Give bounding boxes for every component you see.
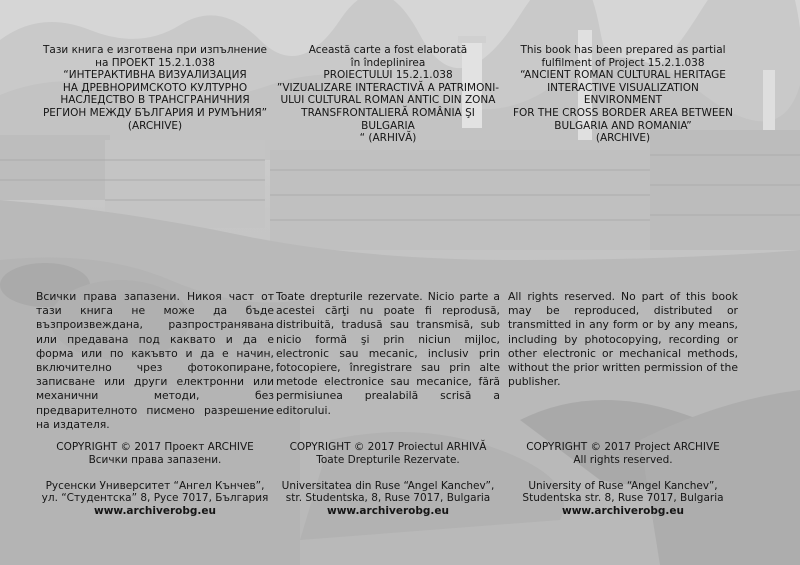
en-project-statement: [508, 44, 738, 145]
ro-title-line: în îndeplinirea: [350, 56, 426, 69]
bg-website: www.archiverobg.eu: [94, 505, 216, 518]
ro-rights-text: Toate drepturile rezervate. Nicio parte a acestei cărţi nu poate fi reprodusă, distribuită, tradusă sau transmisă, sub nicio formă şi prin niciun mijloc, electronic sau mecanic, inclusiv prin fotocopiere, înregistrare sau prin alte metode electronice sau mecanice, fără permisiunea prealabilă scrisă a editorului.: [276, 290, 500, 417]
en-title-line: (ARCHIVE): [595, 132, 651, 145]
bg-title-line: НА ДРЕВНОРИМСКОТО КУЛТУРНО: [62, 81, 248, 94]
bg-rights-notice: [36, 290, 274, 432]
en-title-line: FOR THE CROSS BORDER AREA BETWEEN: [512, 106, 734, 119]
en-title-line: BULGARIA AND ROMANIA”: [554, 119, 692, 132]
ro-address-line: Universitatea din Ruse “Angel Kanchev”,: [281, 479, 495, 492]
ro-rights-notice: [276, 290, 500, 418]
bg-project-statement: [36, 44, 274, 132]
bg-title-line: (ARCHIVE): [127, 119, 183, 132]
ro-address-line: str. Studentska, 8, Ruse 7017, Bulgaria: [285, 492, 491, 505]
en-copyright-line: COPYRIGHT © 2017 Project ARCHIVE: [526, 441, 720, 453]
ro-title-line: PROIECTULUI 15.2.1.038: [323, 69, 453, 82]
bg-title-line: РЕГИОН МЕЖДУ БЪЛГАРИЯ И РУМЪНИЯ”: [42, 106, 268, 119]
ro-website: www.archiverobg.eu: [327, 505, 449, 518]
en-title-line: “ANCIENT ROMAN CULTURAL HERITAGE: [520, 69, 726, 82]
ro-title-line: “ (ARHIVĂ): [359, 132, 417, 145]
bg-copyright-line: COPYRIGHT © 2017 Проект ARCHIVE: [56, 441, 254, 453]
en-rights-notice: [508, 290, 738, 389]
en-copyright-sub: All rights reserved.: [573, 453, 673, 466]
bg-title-line: Тази книга е изготвена при изпълнение: [42, 44, 268, 56]
en-address-line: Studentska str. 8, Ruse 7017, Bulgaria: [522, 492, 724, 505]
bg-title-line: “ИНТЕРАКТИВНА ВИЗУАЛИЗАЦИЯ: [63, 69, 247, 82]
ro-title-line: ”VIZUALIZARE INTERACTIVĂ A PATRIMONI-: [276, 81, 500, 94]
en-address-line: University of Ruse “Angel Kanchev”,: [528, 479, 718, 492]
ro-title-line: TRANSFRONTALIERĂ ROMÂNIA ŞI BULGARIA: [301, 106, 475, 132]
en-title-line: This book has been prepared as partial: [520, 44, 726, 56]
en-title-line: INTERACTIVE VISUALIZATION ENVIRONMENT: [547, 81, 699, 107]
ro-project-statement: [276, 44, 500, 145]
bg-title-line: на ПРОЕКТ 15.2.1.038: [95, 56, 215, 69]
ro-title-line: ULUI CULTURAL ROMAN ANTIC DIN ZONA: [280, 94, 496, 107]
en-copyright-block: [508, 441, 738, 518]
bg-address-line: Русенски Университет “Ангел Кънчев”,: [45, 479, 265, 492]
bg-rights-text: Всички права запазени. Никоя част от тази книга не може да бъде възпроизвеждана, разпространявана или предавана под каквато и да е форма или по какъвто и да е начин, включително чрез фотокопиране, записване или други електронни или механични методи, без предварителното писмено разрешение на издателя.: [36, 290, 274, 431]
ro-copyright-sub: Toate Drepturile Rezervate.: [316, 453, 460, 466]
ro-copyright-block: [276, 441, 500, 518]
bg-title-line: НАСЛЕДСТВО В ТРАНСГРАНИЧНИЯ: [60, 94, 250, 107]
bg-address-line: ул. “Студентска” 8, Русе 7017, България: [41, 492, 269, 505]
en-title-line: fulfilment of Project 15.2.1.038: [541, 56, 705, 69]
ro-title-line: Această carte a fost elaborată: [308, 44, 468, 56]
bg-copyright-sub: Всички права запазени.: [88, 453, 222, 466]
en-rights-text: All rights reserved. No part of this book may be reproduced, distributed or transmitted in any form or by any means, including by photocopying, recording or other electronic or mechanical methods, without the prior written permission of the publisher.: [508, 290, 738, 389]
en-website: www.archiverobg.eu: [562, 505, 684, 518]
ro-copyright-line: COPYRIGHT © 2017 Proiectul ARHIVĂ: [289, 441, 487, 453]
bg-copyright-block: [36, 441, 274, 518]
